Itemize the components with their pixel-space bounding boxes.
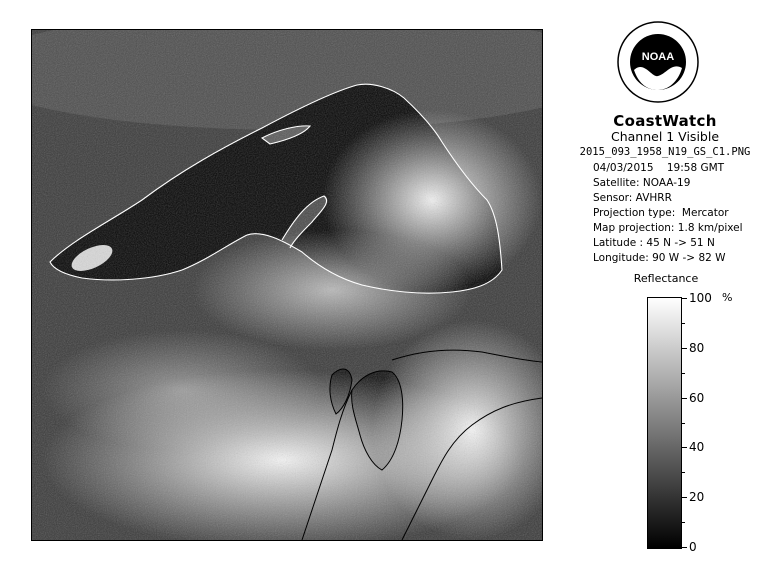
colorbar-tick (682, 348, 687, 349)
product-title: CoastWatch (613, 112, 717, 130)
colorbar-tick-label: 0 (689, 540, 697, 554)
logo-text: NOAA (641, 51, 675, 63)
channel-subtitle: Channel 1 Visible (610, 129, 720, 144)
colorbar-tick-label: 40 (689, 440, 705, 454)
colorbar-tick (682, 497, 687, 498)
date-time: 04/03/2015 19:58 GMT (593, 162, 725, 174)
longitude-range: Longitude: 90 W -> 82 W (593, 252, 726, 264)
colorbar-tick-label: 100 (689, 291, 712, 305)
colorbar-tick (682, 398, 687, 399)
colorbar-tick (682, 547, 687, 548)
colorbar-tick (682, 447, 687, 448)
latitude-range: Latitude : 45 N -> 51 N (593, 237, 715, 249)
satellite-map (32, 30, 542, 540)
projection-type: Projection type: Mercator (593, 207, 729, 219)
colorbar-minor-tick (682, 373, 685, 374)
colorbar-minor-tick (682, 323, 685, 324)
colorbar-tick (682, 298, 687, 299)
colorbar-tick-label: 80 (689, 341, 705, 355)
colorbar-minor-tick (682, 472, 685, 473)
image-texture (32, 30, 542, 540)
colorbar-tick-label: 20 (689, 490, 705, 504)
colorbar-tick-label: 60 (689, 391, 705, 405)
map-projection: Map projection: 1.8 km/pixel (593, 222, 743, 234)
file-name: 2015_093_1958_N19_GS_C1.PNG (579, 146, 751, 158)
colorbar-title: Reflectance (633, 272, 699, 285)
colorbar (647, 297, 682, 549)
satellite-info: Satellite: NOAA-19 (593, 177, 691, 189)
colorbar-minor-tick (682, 423, 685, 424)
colorbar-unit: % (722, 291, 733, 304)
satellite-image (31, 29, 543, 541)
noaa-logo (616, 20, 700, 104)
sensor-info: Sensor: AVHRR (593, 192, 672, 204)
colorbar-minor-tick (682, 522, 685, 523)
